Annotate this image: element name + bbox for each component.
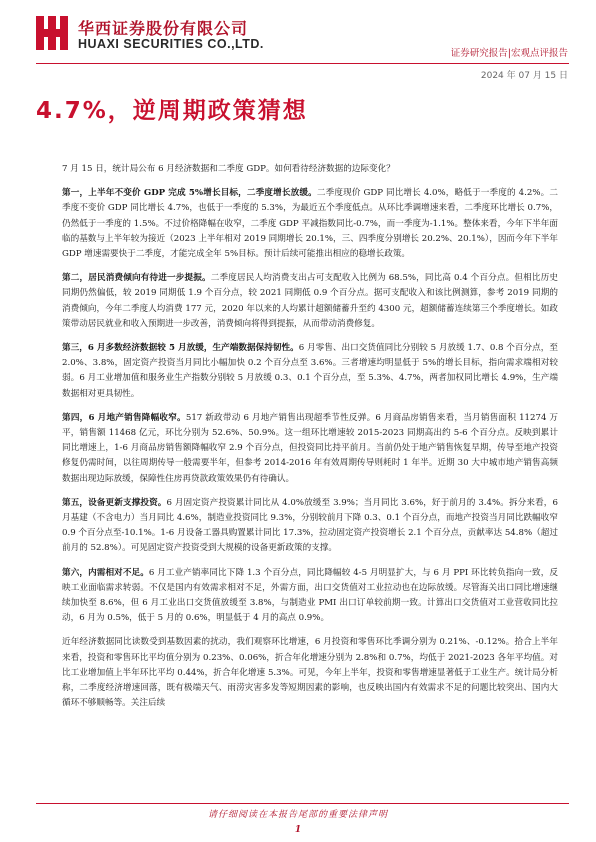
- paragraph-text: 7 月 15 日，统计局公布 6 月经济数据和二季度 GDP。如何看待经济数据的边际变化？: [62, 164, 395, 174]
- paragraph-lead: 第二，居民消费倾向有待进一步提振。: [62, 273, 211, 284]
- paragraph: [62, 162, 558, 177]
- report-type: 证券研究报告|宏观点评报告: [450, 48, 568, 59]
- paragraph-text: 6 月工业产销率同比下降 1.3 个百分点，同比降幅较 4-5 月明显扩大，与 6 月 PPI 环比转负指向一致，反映工业面临需求转弱。不仅是国内有效需求相对不足，外需方面，出口交货值对工业拉动也在边际放缓。尽管海关出口同比增速继续加快至 8.6%，但 6 月工业出口交货值放缓至 3.8%，与制造业 PMI 出口订单较前期一致。计算出口交货值对工业营收同比拉动，6 月为 0.5%，低于 5 月的 0.6%，明显低于 4 月的高点 0.9%。: [62, 567, 558, 624]
- company-name-cn: 华西证券股份有限公司: [78, 19, 249, 38]
- paragraph-text: 6 月零售、出口交货值同比分别较 5 月放缓 1.7、0.8 个百分点，至 2.0%、3.8%，固定资产投资当月同比小幅加快 0.2 个百分点至 3.6%。三者增速均明显低于 5%的增长目标，指向需求端相对较弱。6 月工业增加值和服务业生产指数分别较 5 月放缓 0.3、0.1 个百分点，至 5.3%、4.7%，两者加权同比增长 4.9%，生产端数据相对更具韧性。: [62, 343, 558, 399]
- paragraph: [62, 635, 558, 711]
- paragraph: [62, 566, 558, 627]
- report-header: [0, 0, 596, 124]
- paragraph-lead: 第一，上半年不变价 GDP 完成 5%增长目标，二季度增长放缓。: [62, 188, 317, 199]
- report-body: [62, 162, 558, 721]
- page-title: 4.7%，逆周期政策猜想: [36, 98, 308, 124]
- huaxi-logo-icon: [36, 16, 68, 50]
- legal-disclaimer-note: 请仔细阅读在本报告尾部的重要法律声明: [207, 810, 388, 820]
- footer-divider: [36, 803, 569, 804]
- paragraph: [62, 411, 558, 487]
- paragraph: [62, 186, 558, 262]
- report-date: 2024 年 07 月 15 日: [480, 71, 568, 81]
- paragraph-lead: 第三，6 月多数经济数据较 5 月放缓，生产端数据保持韧性。: [62, 343, 299, 354]
- paragraph: [62, 496, 558, 557]
- header-divider: [36, 63, 569, 64]
- paragraph-text: 6 月固定资产投资累计同比从 4.0%放缓至 3.9%；当月同比 3.6%，好于前月的 3.4%。拆分来看，6 月基建（不含电力）当月同比 4.6%，制造业投资同比 9.3%，分别较前月下降 0.3、0.1 个百分点，而地产投资当月同比跌幅收窄 0.9 个百分点至-10.1%。1-6 月设备工器具购置累计同比 17.3%，拉动固定资产投资增长 2.1 个百分点，贡献率达 54.8%（超过前月的 52.8%）。可见固定资产投资受到大规模的设备更新政策的支撑。: [62, 497, 558, 554]
- paragraph-text: 二季度居民人均消费支出占可支配收入比例为 68.5%，同比高 0.4 个百分点。但相比历史同期仍然偏低，较 2019 同期低 1.9 个百分点，较 2021 同期低 0.9 个百分点。据可支配收入和该比例测算，参考 2019 同期的消费倾向，今年二季度人均消费 177 元，2020 年以来的人均累计超额储蓄升至约 4300 元，超额储蓄连续第三个季度增长。如政策带动居民就业和收入预期进一步改善，消费倾向将得到提振，从而带动消费修复。: [62, 273, 558, 329]
- paragraph-text: 二季度现价 GDP 同比增长 4.0%，略低于一季度的 4.2%。二季度不变价 GDP 同比增长 4.7%，也低于一季度的 5.3%，为最近五个季度低点。从环比季调增速来看，二季度环比增长 0.7%，仍然低于一季度的 1.5%。不过价格降幅在收窄，二季度 GDP 平减指数同比-0.7%，而一季度为-1.1%。整体来看，今年下半年面临的基数与上半年较为接近（2023 上半年相对 2019 同期增长 20.1%，三、四季度分别增长 20.2%、20.1%），因而今年下半年 GDP 增速需要快于二季度，才能完成全年 5%目标。预计后续可能推出相应的稳增长政策。: [62, 188, 558, 260]
- paragraph-lead: 第四，6 月地产销售降幅收窄。: [62, 412, 186, 423]
- paragraph-lead: 第五，设备更新支撑投资。: [62, 497, 167, 508]
- paragraph-text: 517 新政带动 6 月地产销售出现超季节性反弹。6 月商品房销售来看，当月销售面积 11274 万平，销售额 11468 亿元，环比分别为 52.6%、50.9%。这一组环比增速较 2015-2023 同期高出约 5-6 个百分点。反映到累计同比增速上，1-6 月商品房销售额降幅收窄 2.9 个百分点，但投资同比持平前月。当前仍处于地产销售恢复早期，传导至地产投资修复仍需时间，以往周期传导一般需要半年，但参考 2014-2016 年有效周期传导则耗时 1 年半。近期 30 大中城市地产销售高频数据出现边际放缓，保障性住房再贷款政策效果仍有待确认。: [62, 412, 558, 484]
- paragraph-text: 近年经济数据同比读数受到基数因素的扰动，我们观察环比增速，6 月投资和零售环比季调分别为 0.21%、-0.12%。拾合上半年来看，投资和零售环比平均值分别为 0.23%、0.06%，折合年化增速分别为 2.8%和 0.7%，均低于 2021-2023 各年平均值。对比工业增加值上半年环比平均 0.44%，折合年化增速 5.3%。可见，今年上半年，投资和零售增速显著低于工业生产。统计局分析称，二季度经济增速回落，既有极端天气、雨涝灾害多发等短期因素的影响，也反映出国内有效需求不足的问题比较突出、国内大循环不够顺畅等。关注后续: [62, 637, 558, 709]
- page-number: 1: [294, 825, 302, 835]
- paragraph: [62, 341, 558, 402]
- paragraph: [62, 271, 558, 332]
- company-name-en: HUAXI SECURITIES CO.,LTD.: [78, 37, 264, 51]
- paragraph-lead: 第六，内需相对不足。: [62, 567, 149, 578]
